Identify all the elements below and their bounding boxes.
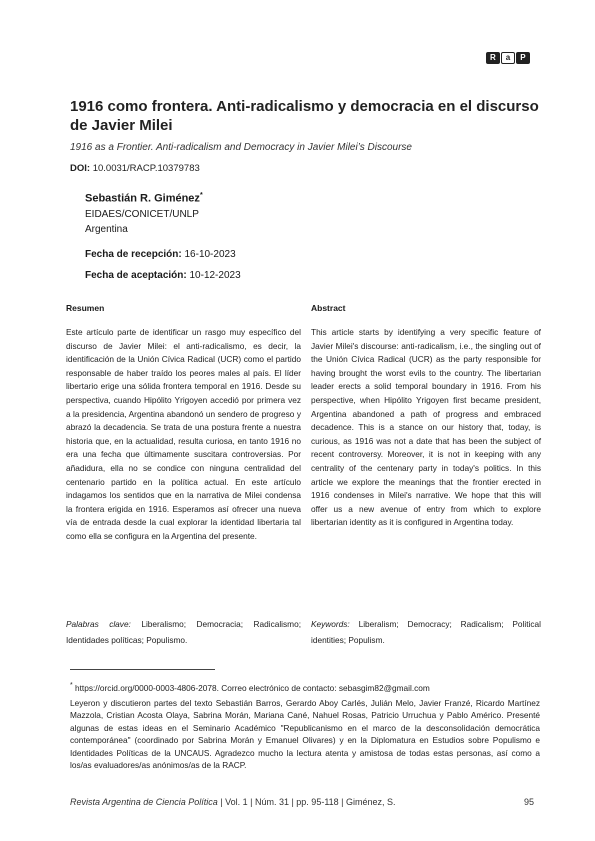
received-label: Fecha de recepción: (85, 249, 182, 260)
keywords-en: Liberalism; Democracy; Radicalism; Political identities; Populism. (311, 619, 541, 645)
received-date (85, 249, 236, 260)
affiliation-country: Argentina (85, 224, 128, 235)
journal-logo (486, 52, 530, 64)
doi-line (70, 163, 200, 174)
doi-value[interactable]: 10.0031/RACP.10379783 (92, 163, 200, 174)
issue-details: | Vol. 1 | Núm. 31 | pp. 95-118 | Giménez, S. (217, 797, 396, 807)
article-subtitle: 1916 as a Frontier. Anti-radicalism and Democracy in Javier Milei’s Discourse (70, 142, 412, 153)
journal-name: Revista Argentina de Ciencia Política (70, 797, 218, 807)
accepted-label: Fecha de aceptación: (85, 270, 187, 281)
author-name (85, 192, 203, 205)
keywords-label-es: Palabras clave: (66, 619, 131, 629)
resumen-keywords (66, 616, 301, 648)
abstract-heading: Abstract (311, 303, 346, 313)
abstract-keywords (311, 616, 541, 648)
logo-letter-r: R (486, 52, 500, 64)
footnote-acknowledgments: Leyeron y discutieron partes del texto Sebastián Barros, Gerardo Aboy Carlés, Julián Melo, Javier Franzé, Ricardo Martínez Mazzola, Cristian Acosta Olaya, Sabrina Morán, Mariana Cané, Nahuel Rosas, Patricio Urruchua y Pablo Américo. Presenté algunas de estas ideas en el Seminario Académico "Republicanismo en el marco de la desconsolidación democrática contemporánea" (coordinado por Sabrina Morán y Emanuel Olivares) y en la Diplomatura en Estudios sobre Populismo e Identidades Políticas de la UNCAUS. Agradezco mucho la lectura atenta y amistosa de todas estas personas, así como a los/as evaluadores/as anónimos/as de la RACP. (70, 698, 540, 771)
resumen-text: Este artículo parte de identificar un rasgo muy específico del discurso de Javier Milei: el anti-radicalismo, es decir, la identificación de la Unión Cívica Radical (UCR) como el partido responsable de haber traído los peores males al país. El líder libertario erige una sólida frontera temporal en 1916. Desde su perspectiva, cuando Hipólito Yrigoyen accedió por primera vez a la presidencia, Argentina abandonó un sendero de progreso y abrazó la decadencia. Se trata de una postura frente a nuestra historia que, en la actualidad, resulta curiosa, en tanto 1916 no era una fecha que últimamente suscitara controversias. Por añadidura, ella no se condice con ninguna centralidad del centenario partido en la política actual. En este artículo indagamos los sentidos que en la narrativa de Milei condensa la frontera erigida en 1916. Esperamos así ofrecer una nueva vía de entrada desde la cual explorar la identidad libertaria tal como ella se configura en la Argentina del presente. (66, 327, 301, 541)
logo-letter-a: a (501, 52, 515, 64)
keywords-label-en: Keywords: (311, 619, 350, 629)
author-affiliation (85, 207, 199, 237)
affiliation-institution: EIDAES/CONICET/UNLP (85, 209, 199, 220)
abstract-text: This article starts by identifying a very specific feature of Javier Milei's discourse: anti-radicalism, i.e., the singling out of the Unión Cívica Radical (UCR) as the party responsible for having brought the worst evils to the country. The libertarian leader erects a solid temporal boundary in 1916. From his perspective, when Hipólito Yrigoyen first became president, Argentina abandoned a path of progress and embraced decadence. This is a stance on our history that, today, is curious, as 1916 was not a date that has been the subject of recent controversy. Moreover, it is not in keeping with any centrality of the centenary party in today's politics. In this article we explore the meanings that the frontier erected in 1916 condenses in Milei's narrative. We hope that this will offer us a new avenue of entry from which to explore libertarian identity as it is configured in Argentina today. (311, 327, 541, 528)
article-title: 1916 como frontera. Anti-radicalismo y democracia en el discurso de Javier Milei (70, 98, 539, 134)
footnote-divider (70, 669, 215, 670)
footnote-mark: * (70, 682, 73, 689)
author-name-text: Sebastián R. Giménez (85, 192, 200, 205)
page-number: 95 (524, 797, 535, 807)
logo-letter-p: P (516, 52, 529, 64)
footnote-orcid (70, 680, 540, 694)
accepted-value: 10-12-2023 (189, 270, 241, 281)
footnote-orcid-text[interactable]: https://orcid.org/0000-0003-4806-2078. Correo electrónico de contacto: sebasgim82@gmail.com (75, 682, 430, 693)
doi-label: DOI: (70, 163, 91, 174)
page-footer (70, 797, 396, 807)
author-footnote-mark: * (199, 192, 203, 199)
received-value: 16-10-2023 (184, 249, 236, 260)
resumen-heading: Resumen (66, 303, 105, 313)
accepted-date (85, 270, 241, 281)
keywords-es: Liberalismo; Democracia; Radicalismo; Identidades políticas; Populismo. (66, 619, 302, 645)
